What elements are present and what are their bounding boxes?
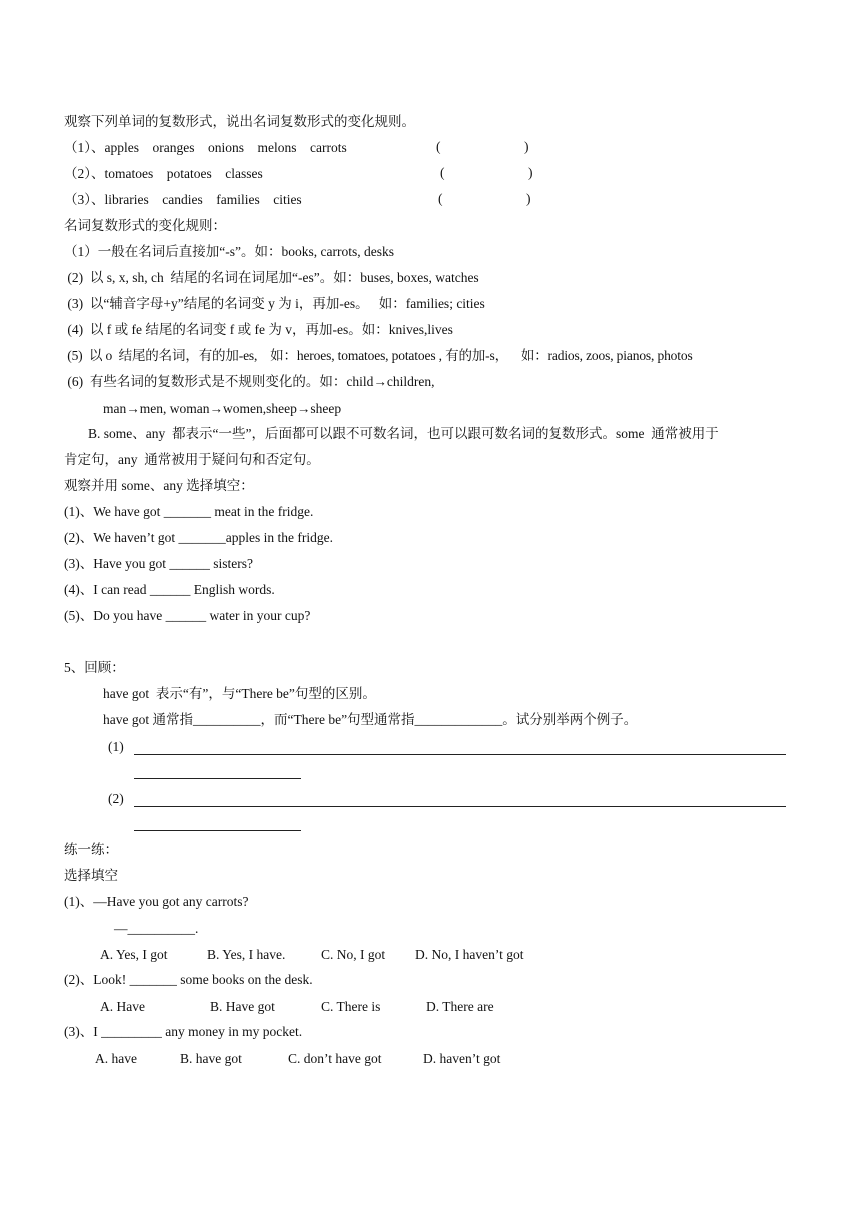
question-2-option-d: D. There are bbox=[426, 999, 494, 1014]
example-2-answer-line bbox=[134, 806, 786, 807]
example-1-label: (1) bbox=[108, 739, 124, 754]
fill-item-4: (4)、I can read ______ English words. bbox=[64, 582, 275, 597]
review-title: 5、回顾： bbox=[64, 660, 125, 675]
group-1-close-paren: ) bbox=[524, 139, 529, 154]
intro-text: 观察下列单词的复数形式，说出名词复数形式的变化规则。 bbox=[64, 114, 415, 129]
rule-1: （1）一般在名词后直接加“-s”。如：books, carrots, desks bbox=[64, 244, 394, 259]
fill-item-5: (5)、Do you have ______ water in your cup? bbox=[64, 608, 311, 623]
example-1-answer-line bbox=[134, 754, 786, 755]
group-2-open-paren: ( bbox=[440, 165, 445, 180]
group-1-open-paren: ( bbox=[436, 139, 441, 154]
group-2-words: （2）、tomatoes potatoes classes bbox=[64, 166, 263, 181]
question-1-option-d: D. No, I haven’t got bbox=[415, 947, 524, 962]
fill-item-1: (1)、We have got _______ meat in the fridge. bbox=[64, 504, 314, 519]
question-1-option-c: C. No, I got bbox=[321, 947, 386, 962]
question-3-option-a: A. have bbox=[95, 1051, 137, 1066]
group-3-open-paren: ( bbox=[438, 191, 443, 206]
some-any-explanation-line-1: B. some、any 都表示“一些”，后面都可以跟不可数名词，也可以跟可数名词的复数形式。some 通常被用于 bbox=[88, 426, 719, 441]
fill-item-2: (2)、We haven’t got _______apples in the fridge. bbox=[64, 530, 333, 545]
question-3-option-c: C. don’t have got bbox=[288, 1051, 382, 1066]
question-2-option-b: B. Have got bbox=[210, 999, 275, 1014]
group-3-words: （3）、libraries candies families cities bbox=[64, 192, 302, 207]
rule-5: (5) 以 o 结尾的名词，有的加-es, 如：heroes, tomatoes, potatoes , 有的加-s， 如：radios, zoos, pianos, photos bbox=[64, 348, 693, 363]
question-1-option-a: A. Yes, I got bbox=[100, 947, 168, 962]
rule-4: (4) 以 f 或 fe 结尾的名词变 f 或 fe 为 v，再加-es。如：knives,lives bbox=[64, 322, 453, 337]
review-line-2: have got 通常指__________，而“There be”句型通常指_____________。试分别举两个例子。 bbox=[103, 712, 638, 727]
question-1-option-b: B. Yes, I have. bbox=[207, 947, 286, 962]
question-3-option-b: B. have got bbox=[180, 1051, 242, 1066]
question-3-option-d: D. haven’t got bbox=[423, 1051, 501, 1066]
question-2-option-a: A. Have bbox=[100, 999, 145, 1014]
question-2: (2)、Look! _______ some books on the desk. bbox=[64, 972, 313, 987]
group-2-close-paren: ) bbox=[528, 165, 533, 180]
fill-item-3: (3)、Have you got ______ sisters? bbox=[64, 556, 253, 571]
fill-in-title: 观察并用 some、any 选择填空： bbox=[64, 478, 254, 493]
some-any-explanation-line-2: 肯定句，any 通常被用于疑问句和否定句。 bbox=[64, 452, 320, 467]
rule-6-continued: man→men, woman→women,sheep→sheep bbox=[103, 401, 342, 416]
question-3: (3)、I _________ any money in my pocket. bbox=[64, 1024, 303, 1039]
review-line-1: have got 表示“有”，与“There be”句型的区别。 bbox=[103, 686, 376, 701]
example-1-answer-line-continued bbox=[134, 778, 301, 779]
rule-2: (2) 以 s, x, sh, ch 结尾的名词在词尾加“-es”。如：buses, boxes, watches bbox=[64, 270, 479, 285]
question-1: (1)、—Have you got any carrots? bbox=[64, 894, 249, 909]
practice-title: 练一练： bbox=[64, 842, 118, 857]
rule-3: (3) 以“辅音字母+y”结尾的名词变 y 为 i，再加-es。 如：families; cities bbox=[64, 296, 485, 311]
example-2-answer-line-continued bbox=[134, 830, 301, 831]
group-3-close-paren: ) bbox=[526, 191, 531, 206]
rules-title: 名词复数形式的变化规则： bbox=[64, 218, 226, 233]
choice-title: 选择填空 bbox=[64, 868, 118, 883]
question-2-option-c: C. There is bbox=[321, 999, 381, 1014]
group-1-words: （1）、apples oranges onions melons carrots bbox=[64, 140, 347, 155]
example-2-label: (2) bbox=[108, 791, 124, 806]
question-1-answer-blank: —__________. bbox=[114, 921, 199, 936]
rule-6: (6) 有些名词的复数形式是不规则变化的。如：child→children, bbox=[64, 374, 435, 389]
